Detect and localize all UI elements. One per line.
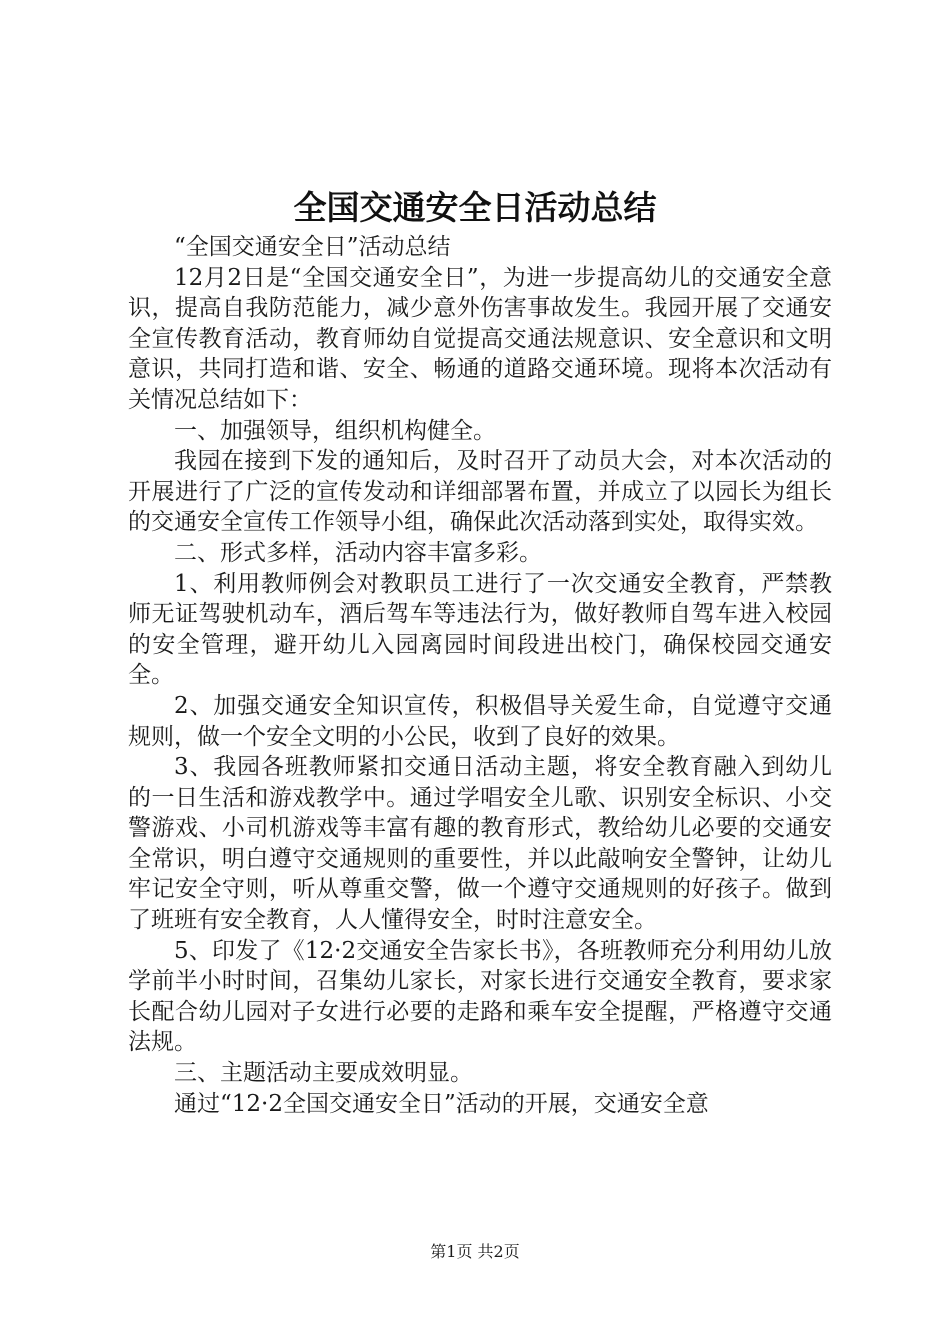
section-heading-2: 二、形式多样，活动内容丰富多彩。 (174, 539, 542, 566)
document-body (128, 232, 832, 1119)
document-title: 全国交通安全日活动总结 (293, 188, 657, 227)
paragraph-item-1: 1、利用教师例会对教职员工进行了一次交通安全教育，严禁教师无证驾驶机动车，酒后驾车等违法行为，做好教师自驾车进入校园的安全管理，避开幼儿入园离园时间段进出校门，确保校园交通安全。 (128, 570, 832, 689)
paragraph-subtitle: “全国交通安全日”活动总结 (174, 234, 451, 260)
page-footer: 第1页 共2页 (430, 1242, 520, 1261)
paragraph-section-1: 我园在接到下发的通知后，及时召开了动员大会，对本次活动的开展进行了广泛的宣传发动和详细部署布置，并成立了以园长为组长的交通安全宣传工作领导小组，确保此次活动落到实处，取得实效。 (128, 448, 832, 536)
paragraph-item-5: 5、印发了《12·2交通安全告家长书》，各班教师充分利用幼儿放学前半小时时间，召集幼儿家长，对家长进行交通安全教育，要求家长配合幼儿园对子女进行必要的走路和乘车安全提醒，严格遵守交通法规。 (128, 937, 832, 1056)
paragraph-item-2: 2、加强交通安全知识宣传，积极倡导关爱生命，自觉遵守交通规则，做一个安全文明的小公民，收到了良好的效果。 (128, 692, 832, 750)
section-heading-1: 一、加强领导，组织机构健全。 (174, 417, 496, 444)
paragraph-section-3: 通过“12·2全国交通安全日”活动的开展，交通安全意 (174, 1090, 709, 1117)
paragraph-item-3: 3、我园各班教师紧扣交通日活动主题，将安全教育融入到幼儿的一日生活和游戏教学中。通过学唱安全儿歌、识别安全标识、小交警游戏、小司机游戏等丰富有趣的教育形式，教给幼儿必要的交通安全常识，明白遵守交通规则的重要性，并以此敲响安全警钟，让幼儿牢记安全守则，听从尊重交警，做一个遵守交通规则的好孩子。做到了班班有安全教育，人人懂得安全，时时注意安全。 (128, 754, 832, 934)
section-heading-3: 三、主题活动主要成效明显。 (174, 1060, 473, 1087)
paragraph-intro: 12月2日是“全国交通安全日”，为进一步提高幼儿的交通安全意识，提高自我防范能力，减少意外伤害事故发生。我园开展了交通安全宣传教育活动，教育师幼自觉提高交通法规意识、安全意识和文明意识，共同打造和谐、安全、畅通的道路交通环境。现将本次活动有关情况总结如下： (128, 264, 832, 413)
